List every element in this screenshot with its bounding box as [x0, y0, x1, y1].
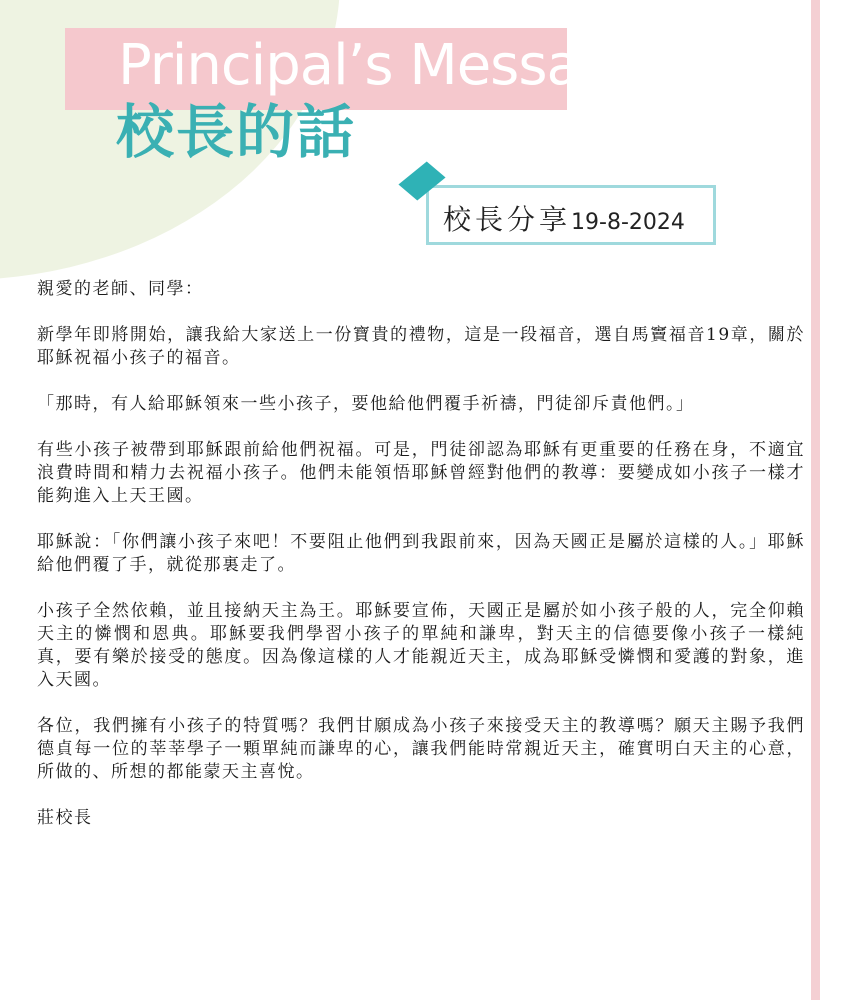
page-title-chinese: 校長的話 — [116, 98, 357, 166]
share-label: 校長分享 — [443, 203, 572, 236]
letter-paragraph: 各位，我們擁有小孩子的特質嗎？我們甘願成為小孩子來接受天主的教導嗎？願天主賜予我們德貞每一位的莘莘學子一顆單純而謙卑的心，讓我們能時常親近天主，確實明白天主的心意，所做的、所想的都能蒙天主喜悅。 — [37, 716, 805, 782]
letter-greeting: 親愛的老師、同學： — [37, 279, 204, 299]
letter-paragraph: 耶穌說：「你們讓小孩子來吧！不要阻止他們到我跟前來，因為天國正是屬於這樣的人。」耶穌給他們覆了手，就從那裏走了。 — [37, 532, 805, 575]
share-heading — [443, 198, 685, 238]
letter-signature: 莊校長 — [37, 808, 93, 828]
decorative-right-bar — [811, 0, 820, 1000]
page-title-english: Principal’s Message — [118, 33, 648, 98]
share-date: 19-8-2024 — [571, 210, 685, 235]
share-heading-box — [426, 185, 716, 245]
letter-paragraph: 小孩子全然依賴，並且接納天主為王。耶穌要宣佈，天國正是屬於如小孩子般的人，完全仰賴天主的憐憫和恩典。耶穌要我們學習小孩子的單純和謙卑，對天主的信德要像小孩子一樣純真，要有樂於接受的態度。因為像這樣的人才能親近天主，成為耶穌受憐憫和愛護的對象，進入天國。 — [37, 601, 805, 690]
letter-paragraph: 有些小孩子被帶到耶穌跟前給他們祝福。可是，門徒卻認為耶穌有更重要的任務在身，不適宜浪費時間和精力去祝福小孩子。他們未能領悟耶穌曾經對他們的教導：要變成如小孩子一樣才能夠進入上天王國。 — [37, 440, 805, 506]
letter-paragraph: 新學年即將開始，讓我給大家送上一份寶貴的禮物，這是一段福音，選自馬竇福音19章，關於耶穌祝福小孩子的福音。 — [37, 325, 805, 368]
letter-paragraph: 「那時，有人給耶穌領來一些小孩子，要他給他們覆手祈禱，門徒卻斥責他們。」 — [37, 394, 695, 414]
letter-body — [37, 278, 805, 853]
